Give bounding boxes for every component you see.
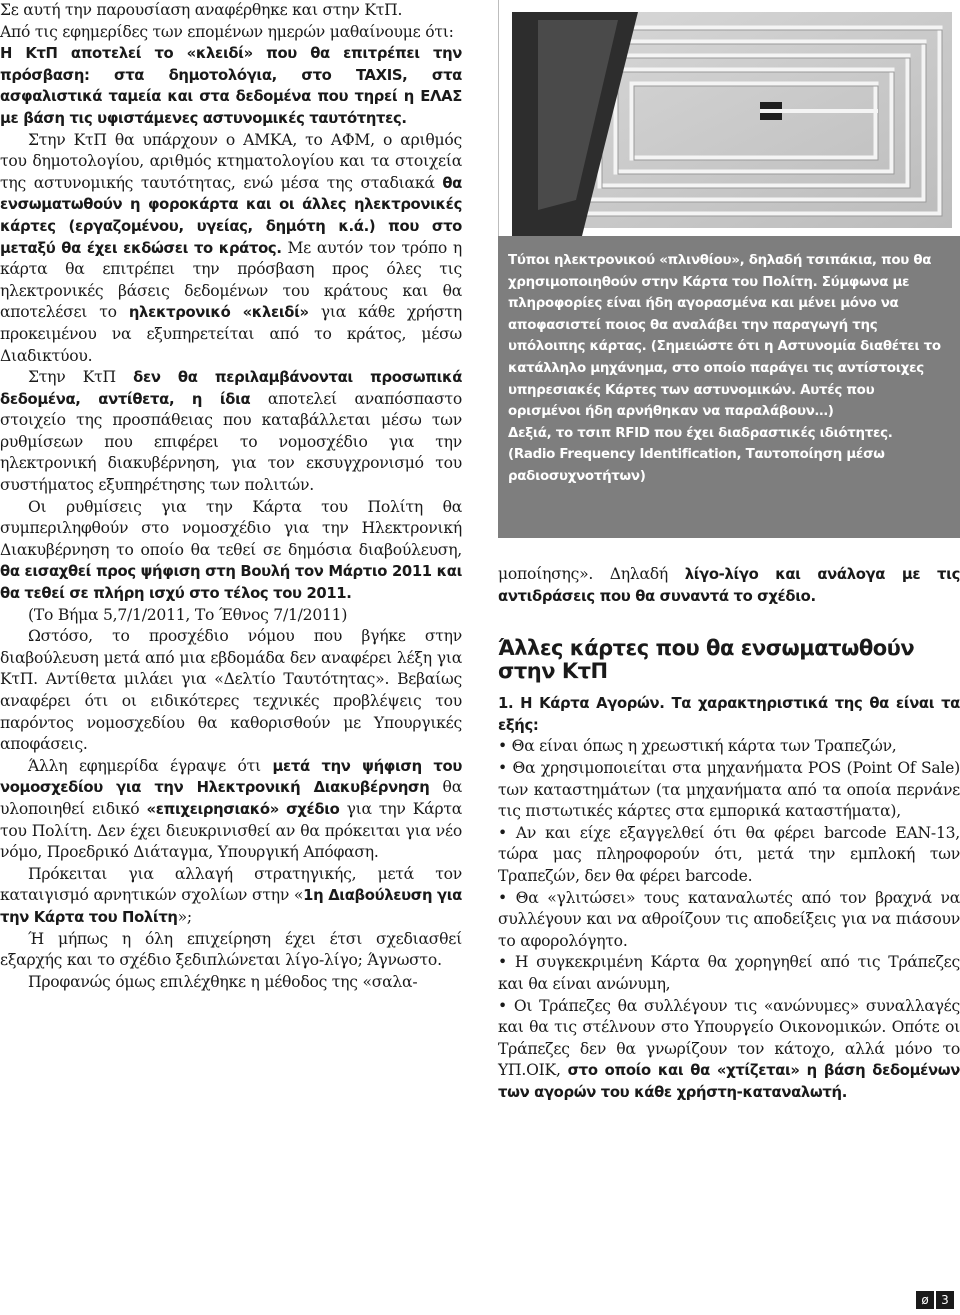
paragraph: Στην ΚτΠ θα υπάρχουν ο ΑΜΚΑ, το ΑΦΜ, ο αριθμός του δημοτολογίου, αριθμός κτηματολογίου και τα στοιχεία της αστυνομικής ταυτότητας, ενώ μέσα της σταδιακά θα ενσωματωθούν η φοροκάρτα και οι άλλες ηλεκτρονικές κάρτες (εργαζομένου, υγείας, δημότη κ.ά.) που στο μεταξύ θα έχει εκδώσει το κράτος. Με αυτόν τον τρόπο η κάρτα θα επιτρέπει την πρόσβαση προς όλες τις ηλεκτρονικές βάσεις δεδομένων του κράτους και θα αποτελέσει το ηλεκτρονικό «κλειδί» για κάθε χρήστη προκειμένου να εξυπηρετείται από το κράτος, μέσω Διαδικτύου. <box>0 130 463 365</box>
paragraph: Οι ρυθμίσεις για την Κάρτα του Πολίτη θα συμπεριληφθούν στο νομοσχέδιο για την Ηλεκτρονική Διακυβέρνηση το οποίο θα τεθεί σε δημόσια διαβούλευση, θα εισαχθεί προς ψήφιση στη Βουλή τον Μάρτιο 2011 και θα τεθεί σε πλήρη ισχύ στο τέλος του 2011. <box>0 497 462 603</box>
bullet-item: • Θα «γλιτώσει» τους καταναλωτές από τον βραχνά να συλλέγουν και να αθροίζουν τις αποδείξεις για να πιάσουν το αφορολόγητο. <box>498 888 960 950</box>
caption-line: (Radio Frequency Identification, Ταυτοποίηση μέσω ραδιοσυχνοτήτων) <box>508 447 885 484</box>
paragraph: Από τις εφημερίδες των επομένων ημερών μαθαίνουμε ότι: <box>0 22 454 41</box>
paragraph: Προφανώς όμως επιλέχθηκε η μέθοδος της «σαλα- <box>28 972 418 991</box>
rfid-chip-photo <box>498 0 960 236</box>
page-number <box>916 1291 954 1309</box>
paragraph: μοποίησης». Δηλαδή λίγο-λίγο και ανάλογα με τις αντιδράσεις που θα συναντά το σχέδιο. <box>498 565 960 605</box>
paragraph: Ή μήπως η όλη επιχείρηση έχει έτσι σχεδιασθεί εξαρχής και το σχέδιο ξεδιπλώνεται λίγο-λίγο; Άγνωστο. <box>0 929 462 970</box>
bullet-item: • Θα χρησιμοποιείται στα μηχανήματα POS (Point Of Sale) των καταστημάτων (τα μηχανήματα από τα οποία περνάνε τις πιστωτικές κάρτες στα εμπορικά καταστήματα), <box>498 758 960 821</box>
bullet-item: • Οι Τράπεζες θα συλλέγουν τις «ανώνυμες» συναλλαγές και θα τις στέλνουν στο Υπουργείο Οικονομικών. Οπότε οι Τράπεζες δεν θα γνωρίζουν τον κάτοχο, αλλά μόνο το ΥΠ.ΟΙΚ, στο οποίο και θα «χτίζεται» η βάση δεδομένων των αγορών του κάθε χρήστη-καταναλωτή. <box>498 996 960 1101</box>
rfid-antenna-image <box>498 0 960 236</box>
paragraph: Πρόκειται για αλλαγή στρατηγικής, μετά τον καταιγισμό αρνητικών σχολίων στην «1η Διαβούλευση για την Κάρτα του Πολίτη»; <box>0 864 462 926</box>
photo-caption <box>498 236 960 538</box>
page-mark-number: 3 <box>936 1291 954 1309</box>
subheading: 1. Η Κάρτα Αγορών. Τα χαρακτηριστικά της θα είναι τα εξής: <box>498 695 960 734</box>
bullet-item: • Αν και είχε εξαγγελθεί ότι θα φέρει barcode EAN-13, τώρα μας πληροφορούν ότι, μετά την εμπλοκή των Τραπεζών, δεν θα φέρει barcode. <box>498 823 960 885</box>
paragraph-bold: Η ΚτΠ αποτελεί το «κλειδί» που θα επιτρέπει την πρόσβαση: στα δημοτολόγια, στο TAXIS, στα ασφαλιστικά ταμεία και στα δεδομένα που τηρεί η ΕΛΑΣ με βάση τις υφιστάμενες αστυνομικές ταυτότητες. <box>0 45 462 127</box>
left-column <box>0 0 462 993</box>
caption-line: Δεξιά, το τσιπ RFID που έχει διαδραστικές ιδιότητες. <box>508 425 893 441</box>
caption-text: Τύποι ηλεκτρονικού «πλινθίου», δηλαδή τσιπάκια, που θα χρησιμοποιηθούν στην Κάρτα του Πολίτη. Σύμφωνα με πληροφορίες είναι ήδη αγορασμένα και μένει μόνο να αποφασιστεί ποιος θα αναλάβει την παραγωγή της υπόλοιπης κάρτας. (Σημειώστε ότι η Αστυνομία διαθέτει το κατάλληλο μηχάνημα, στο οποίο παράγει τις αντίστοιχες υπηρεσιακές Κάρτες των αστυνομικών. Αυτές που ορισμένοι ήδη αρνήθηκαν να παραλάβουν…) <box>508 253 941 420</box>
section-heading: Άλλες κάρτες που θα ενσωματωθούν στην ΚτΠ <box>498 636 915 684</box>
bullet-item: • Θα είναι όπως η χρεωστική κάρτα των Τραπεζών, <box>498 737 897 756</box>
paragraph: Στην ΚτΠ δεν θα περιλαμβάνονται προσωπικά δεδομένα, αντίθετα, η ίδια αποτελεί αναπόσπαστο στοιχείο της προσπάθειας που καταβάλλεται μέσω των ρυθμίσεων που επιφέρει το νομοσχέδιο για την ηλεκτρονική διακυβέρνηση, για τον εκσυγχρονισμό του συστήματος εξυπηρέτησης των πολιτών. <box>0 368 463 495</box>
paragraph: Σε αυτή την παρουσίαση αναφέρθηκε και στην ΚτΠ. <box>0 1 403 19</box>
bullet-item: • Η συγκεκριμένη Κάρτα θα χορηγηθεί από τις Τράπεζες και θα είναι ανώνυμη, <box>498 953 960 993</box>
page-mark-symbol: ø <box>916 1291 934 1309</box>
right-column <box>498 564 960 1103</box>
citation: (Το Βήμα 5,7/1/2011, Το Έθνος 7/1/2011) <box>28 605 348 624</box>
paragraph: Άλλη εφημερίδα έγραψε ότι μετά την ψήφιση του νομοσχεδίου για την Ηλεκτρονική Διακυβέρνηση θα υλοποιηθεί ειδικό «επιχειρησιακό» σχέδιο για την Κάρτα του Πολίτη. Δεν έχει διευκρινισθεί αν θα πρόκειται για νέο νόμο, Προεδρικό Διάταγμα, Υπουργική Απόφαση. <box>0 756 463 862</box>
paragraph: Ωστόσο, το προσχέδιο νόμου που βγήκε στην διαβούλευση μετά από μια εβδομάδα δεν αναφέρει λέξη για ΚτΠ. Αντίθετα μιλάει για «Δελτίο Ταυτότητας». Βεβαίως αναφέρει ότι οι ειδικότερες τεχνικές προβλέψεις του παρόντος νομοσχεδίου θα καθορισθούν με Υπουργικές αποφάσεις. <box>0 627 462 754</box>
